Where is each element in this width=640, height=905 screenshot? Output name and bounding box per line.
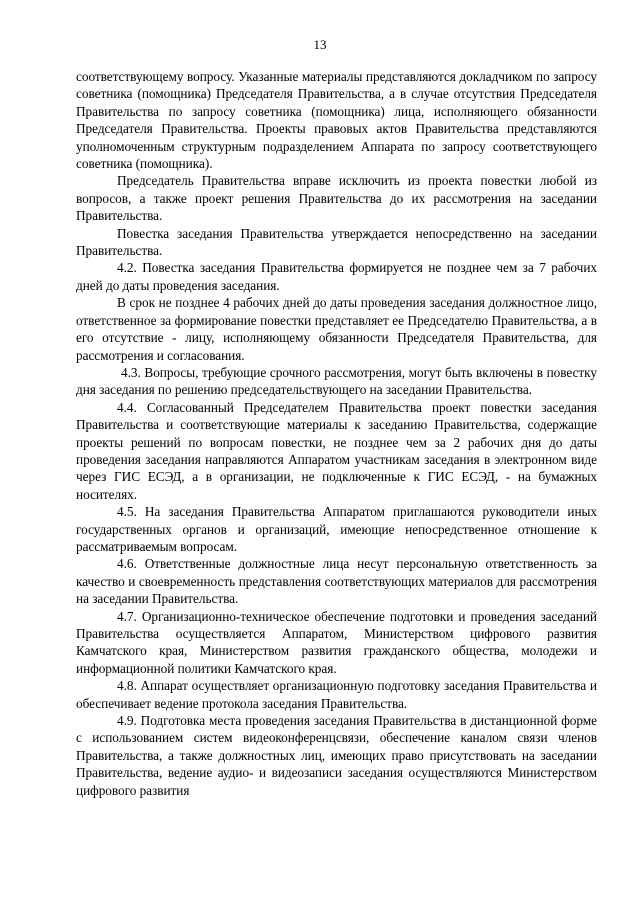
paragraph-materials-continuation: соответствующему вопросу. Указанные материалы представляются докладчиком по запросу советника (помощника) Председателя Правительства, а в случае отсутствия Председателя Правительства по запросу советника (помощника) лица, исполняющего обязанности Председателя Правительства. Проекты правовых актов Правительства представляются уполномоченным структурным подразделением Аппарата по запросу соответствующего советника (помощника). [76, 69, 597, 172]
paragraph-4-9: 4.9. Подготовка места проведения заседания Правительства в дистанционной форме с использованием систем видеоконференцсвязи, обеспечение каналом связи членов Правительства, а также должностных лиц, имеющих право присутствовать на заседании Правительства, ведение аудио- и видеозаписи заседания осуществляются Министерством цифрового развития [76, 713, 597, 798]
paragraph-agenda-approval: Повестка заседания Правительства утверждается непосредственно на заседании Правительства. [76, 225, 597, 259]
paragraph-4-8: 4.8. Аппарат осуществляет организационную подготовку заседания Правительства и обеспечивает ведение протокола заседания Правительства. [76, 678, 597, 711]
paragraph-4-5: 4.5. На заседания Правительства Аппаратом приглашаются руководители иных государственных органов и организаций, имеющие непосредственное отношение к рассматриваемым вопросам. [76, 504, 597, 554]
paragraph-chairman-right: Председатель Правительства вправе исключить из проекта повестки любой из вопросов, а также проект решения Правительства до их рассмотрения на заседании Правительства. [76, 173, 597, 224]
document-body [76, 68, 597, 799]
page-number: 13 [313, 37, 327, 52]
paragraph-4-6: 4.6. Ответственные должностные лица несут персональную ответственность за качество и своевременность представления соответствующих материалов для рассмотрения на заседании Правительства. [76, 556, 597, 607]
paragraph-4-2: 4.2. Повестка заседания Правительства формируется не позднее чем за 7 рабочих дней до даты проведения заседания. [76, 260, 597, 293]
paragraph-4-7: 4.7. Организационно-техническое обеспечение подготовки и проведения заседаний Правительства осуществляется Аппаратом, Министерством цифрового развития Камчатского края, Министерством развития гражданского общества, молодежи и информационной политики Камчатского края. [76, 608, 597, 676]
paragraph-agenda-deadline: В срок не позднее 4 рабочих дней до даты проведения заседания должностное лицо, ответственное за формирование повестки представляет ее Председателю Правительства, а в его отсутствие - лицу, исполняющему обязанности Председателя Правительства, для рассмотрения и согласования. [76, 295, 597, 363]
paragraph-4-4: 4.4. Согласованный Председателем Правительства проект повестки заседания Правительства и соответствующие материалы к заседанию Правительства, содержащие проекты решений по вопросам повестки, не позднее чем за 2 рабочих дня до даты проведения заседания направляются Аппаратом участникам заседания в электронном виде через ГИС ЕСЭД, а в организации, не подключенные к ГИС ЕСЭД, - на бумажных носителях. [76, 399, 597, 502]
paragraph-4-3: 4.3. Вопросы, требующие срочного рассмотрения, могут быть включены в повестку дня заседания по решению председательствующего на заседании Правительства. [76, 364, 597, 398]
